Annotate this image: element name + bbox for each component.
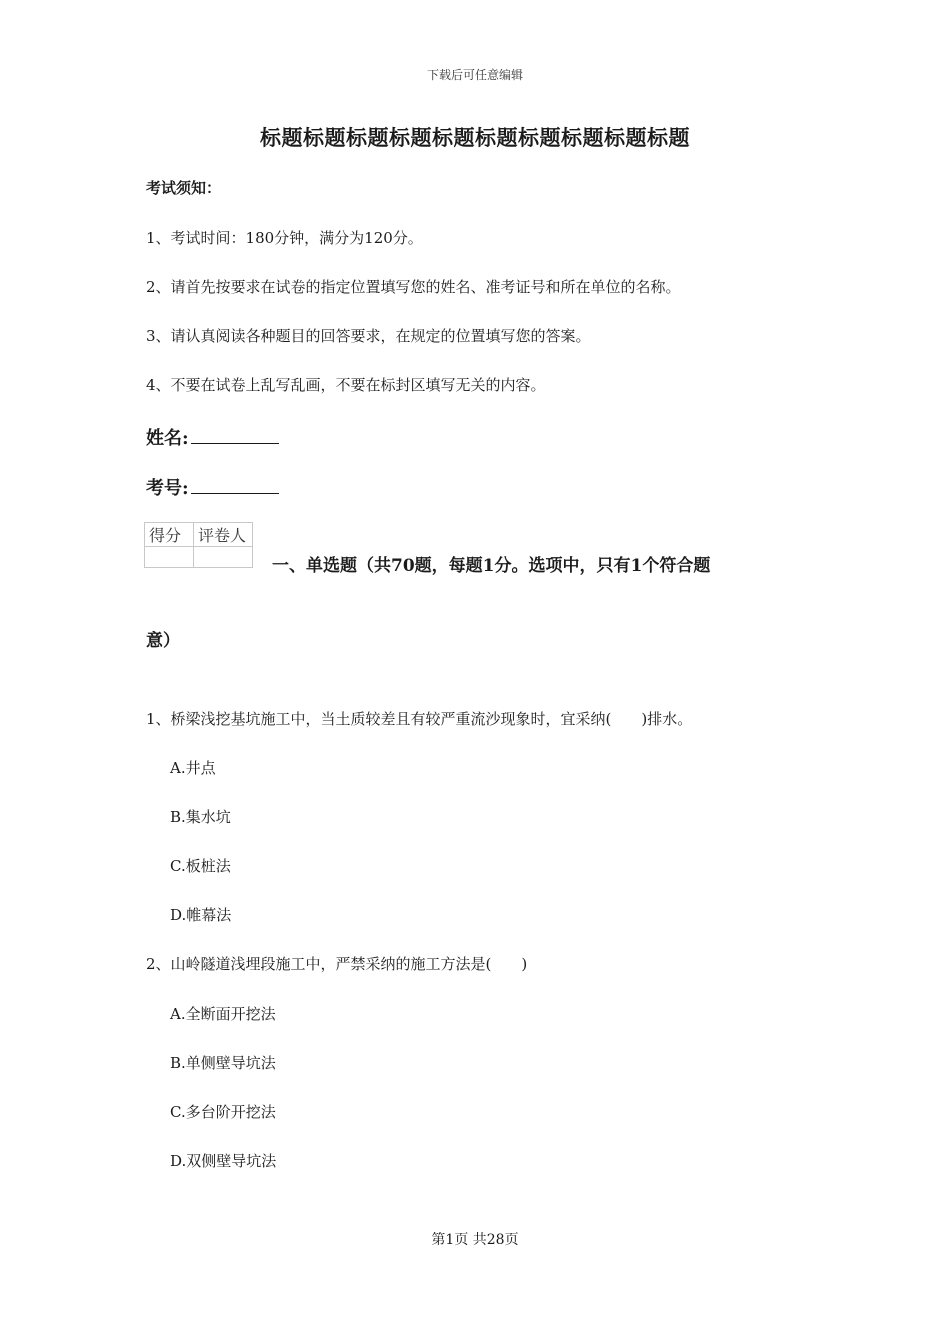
section-heading-cont: 意）: [146, 631, 180, 651]
question-text: 1、桥梁浅挖基坑施工中，当土质较差且有较严重流沙现象时，宜采纳( )排水。: [146, 710, 693, 728]
page-title: 标题标题标题标题标题标题标题标题标题标题: [260, 125, 690, 150]
header-note: 下载后可任意编辑: [426, 68, 523, 82]
question-option: D.帷幕法: [170, 906, 232, 924]
grader-header: 评卷人: [194, 523, 253, 547]
question-option: D.双侧壁导坑法: [170, 1152, 277, 1170]
question-option: A.全断面开挖法: [170, 1005, 276, 1023]
score-cell[interactable]: [145, 547, 194, 568]
id-blank[interactable]: [191, 475, 279, 494]
section-heading: 一、单选题（共70题，每题1分。选项中，只有1个符合题: [272, 556, 711, 576]
name-label: 姓名:: [146, 428, 189, 449]
name-field: [146, 424, 279, 450]
notice-heading: 考试须知：: [146, 179, 222, 197]
question-option: A.井点: [170, 759, 216, 777]
page-footer: 第1页 共28页: [431, 1232, 519, 1248]
id-field: [146, 474, 279, 500]
question-option: C.板桩法: [170, 857, 231, 875]
question-option: B.集水坑: [170, 808, 231, 826]
notice-item: 1、考试时间：180分钟，满分为120分。: [146, 229, 423, 247]
question-text: 2、山岭隧道浅埋段施工中，严禁采纳的施工方法是( ): [146, 955, 528, 973]
question-option: C.多台阶开挖法: [170, 1103, 276, 1121]
score-header: 得分: [145, 523, 194, 547]
notice-item: 2、请首先按要求在试卷的指定位置填写您的姓名、准考证号和所在单位的名称。: [146, 278, 681, 296]
grader-cell[interactable]: [194, 547, 253, 568]
score-table: [144, 522, 253, 568]
name-blank[interactable]: [191, 425, 279, 444]
id-label: 考号:: [146, 478, 189, 499]
notice-item: 4、不要在试卷上乱写乱画，不要在标封区填写无关的内容。: [146, 376, 546, 394]
question-option: B.单侧壁导坑法: [170, 1054, 276, 1072]
notice-item: 3、请认真阅读各种题目的回答要求，在规定的位置填写您的答案。: [146, 327, 591, 345]
